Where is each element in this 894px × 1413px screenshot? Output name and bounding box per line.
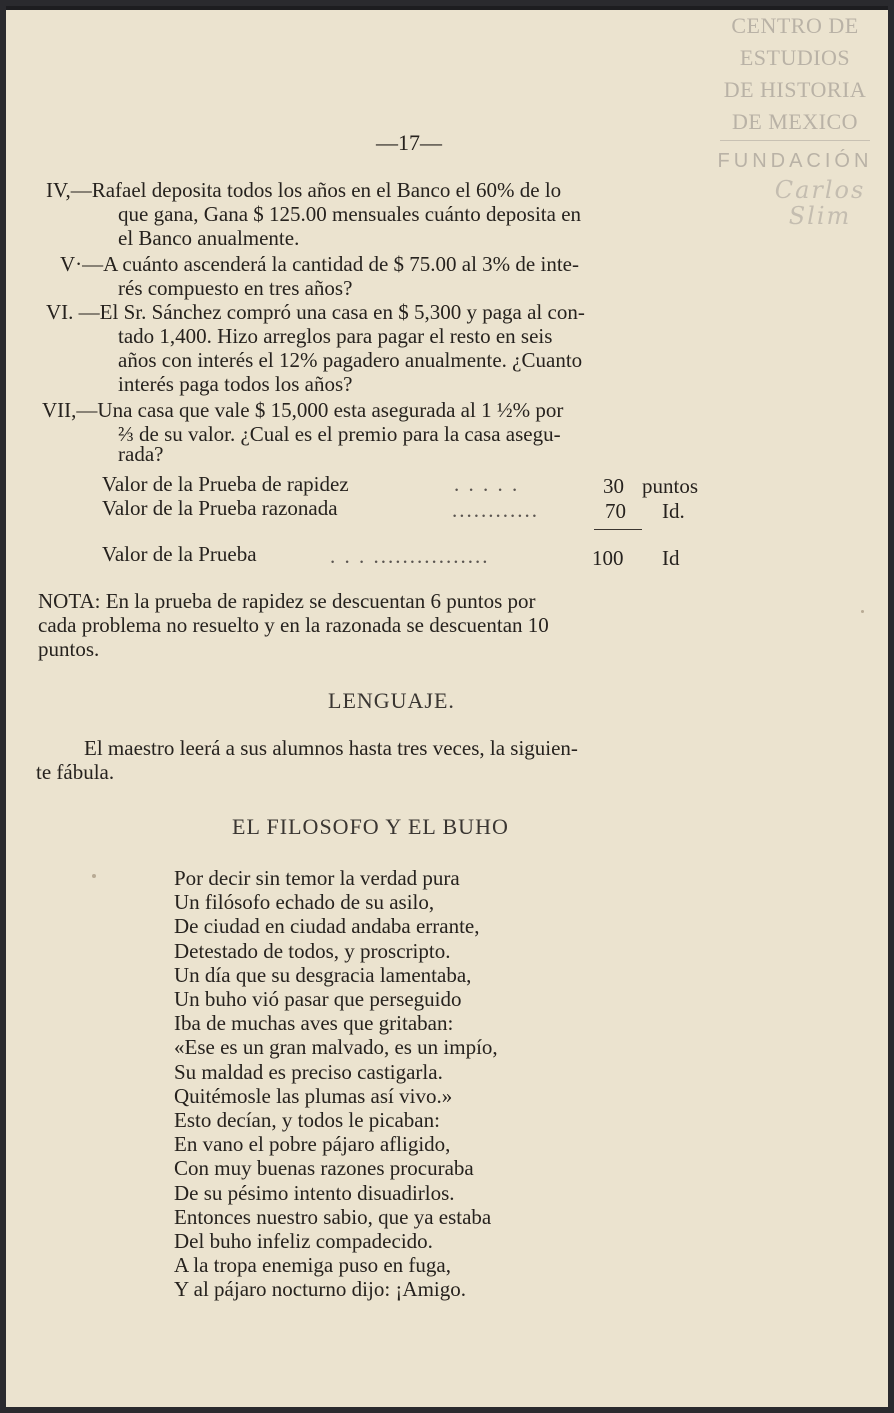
poem-line: Del buho infeliz compadecido. — [174, 1229, 433, 1254]
score-razonada-label: Valor de la Prueba razonada — [102, 496, 338, 520]
paper-speck — [861, 610, 864, 613]
problem-vi — [46, 300, 786, 396]
problem-line: rés compuesto en tres años? — [118, 276, 353, 300]
poem-line: Entonces nuestro sabio, que ya estaba — [174, 1204, 492, 1229]
score-rapidez-value: 30 — [603, 474, 624, 498]
stamp-line: DE HISTORIA — [723, 77, 867, 102]
poem-line: Esto decían, y todos le picaban: — [174, 1108, 440, 1133]
nota-line: NOTA: En la prueba de rapidez se descuentan 6 puntos por — [38, 589, 536, 613]
poem-line: Un día que su desgracia lamentaba, — [174, 962, 472, 987]
score-rapidez-dots: . . . . . — [454, 472, 520, 496]
intro-line: te fábula. — [36, 760, 115, 784]
problem-line: años con interés el 12% pagadero anualmente. ¿Cuanto — [118, 348, 583, 372]
score-total-unit: Id — [662, 546, 680, 570]
poem-line: Con muy buenas razones procuraba — [174, 1156, 474, 1181]
problem-line: VII,—Una casa que vale $ 15,000 esta asegurada al 1 ½% por — [42, 398, 564, 422]
problem-v — [60, 252, 800, 300]
problem-iv — [46, 178, 786, 250]
intro-line: El maestro leerá a sus alumnos hasta tres veces, la siguien- — [84, 736, 578, 760]
poem-line: De su pésimo intento disuadirlos. — [174, 1180, 455, 1205]
problem-line: interés paga todos los años? — [118, 372, 353, 396]
poem-line: «Ese es un gran malvado, es un impío, — [174, 1035, 498, 1060]
problem-line: IV,—Rafael deposita todos los años en el Banco el 60% de lo — [46, 178, 562, 202]
poem-line: Por decir sin temor la verdad pura — [174, 866, 460, 890]
poem-line: Y al pájaro nocturno dijo: ¡Amigo. — [174, 1277, 466, 1302]
poem-line: Un filósofo echado de su asilo, — [174, 890, 435, 915]
intro-paragraph — [36, 736, 796, 784]
problem-vii — [42, 398, 782, 466]
section-heading-lenguaje: LENGUAJE. — [328, 688, 455, 713]
score-total-dots: . . . ................ — [330, 544, 490, 568]
sum-rule — [594, 529, 642, 530]
score-razonada-dots: ............ — [452, 498, 539, 522]
problem-line: tado 1,400. Hizo arreglos para pagar el resto en seis — [118, 324, 553, 348]
problem-line: que gana, Gana $ 125.00 mensuales cuánto deposita en — [118, 202, 582, 226]
score-razonada-unit: Id. — [662, 499, 685, 523]
score-total-value: 100 — [592, 546, 624, 570]
poem-line: A la tropa enemiga puso en fuga, — [174, 1253, 451, 1278]
poem-line: Quitémosle las plumas así vivo.» — [174, 1083, 453, 1108]
stamp-line: CENTRO DE — [731, 13, 859, 38]
poem-line: Iba de muchas aves que gritaban: — [174, 1011, 454, 1036]
problem-line: VI. —El Sr. Sánchez compró una casa en $ 5,300 y paga al con- — [46, 300, 585, 324]
score-rapidez-unit: puntos — [642, 474, 699, 498]
poem-line: Detestado de todos, y proscripto. — [174, 938, 451, 963]
poem-line: Un buho vió pasar que perseguido — [174, 987, 462, 1012]
nota-paragraph — [38, 589, 798, 661]
fable-title: EL FILOSOFO Y EL BUHO — [232, 814, 509, 839]
nota-line: puntos. — [38, 637, 100, 661]
problem-line: rada? — [118, 442, 164, 466]
stamp-line: DE MEXICO — [731, 109, 859, 134]
document-page — [6, 6, 888, 1407]
nota-line: cada problema no resuelto y en la razonada se descuentan 10 — [38, 613, 549, 637]
poem-line: De ciudad en ciudad andaba errante, — [174, 914, 480, 939]
problem-line: el Banco anualmente. — [118, 226, 300, 250]
poem-line: Su maldad es preciso castigarla. — [174, 1059, 443, 1084]
score-razonada-value: 70 — [605, 499, 626, 523]
stamp-foundation: FUNDACIÓN — [717, 150, 873, 172]
stamp-signature: Carlos Slim — [774, 176, 866, 230]
score-rapidez-label: Valor de la Prueba de rapidez — [102, 472, 349, 496]
score-total-label: Valor de la Prueba — [102, 542, 257, 566]
stamp-line: ESTUDIOS — [739, 45, 851, 70]
stamp-divider — [720, 140, 870, 141]
paper-speck — [92, 874, 96, 878]
problem-line: V·—A cuánto ascenderá la cantidad de $ 75.00 al 3% de inte- — [60, 252, 579, 276]
poem — [174, 866, 498, 1302]
poem-line: En vano el pobre pájaro afligido, — [174, 1132, 451, 1157]
page-number: —17— — [376, 130, 442, 155]
problem-line: ⅔ de su valor. ¿Cual es el premio para la casa asegu- — [118, 422, 561, 446]
